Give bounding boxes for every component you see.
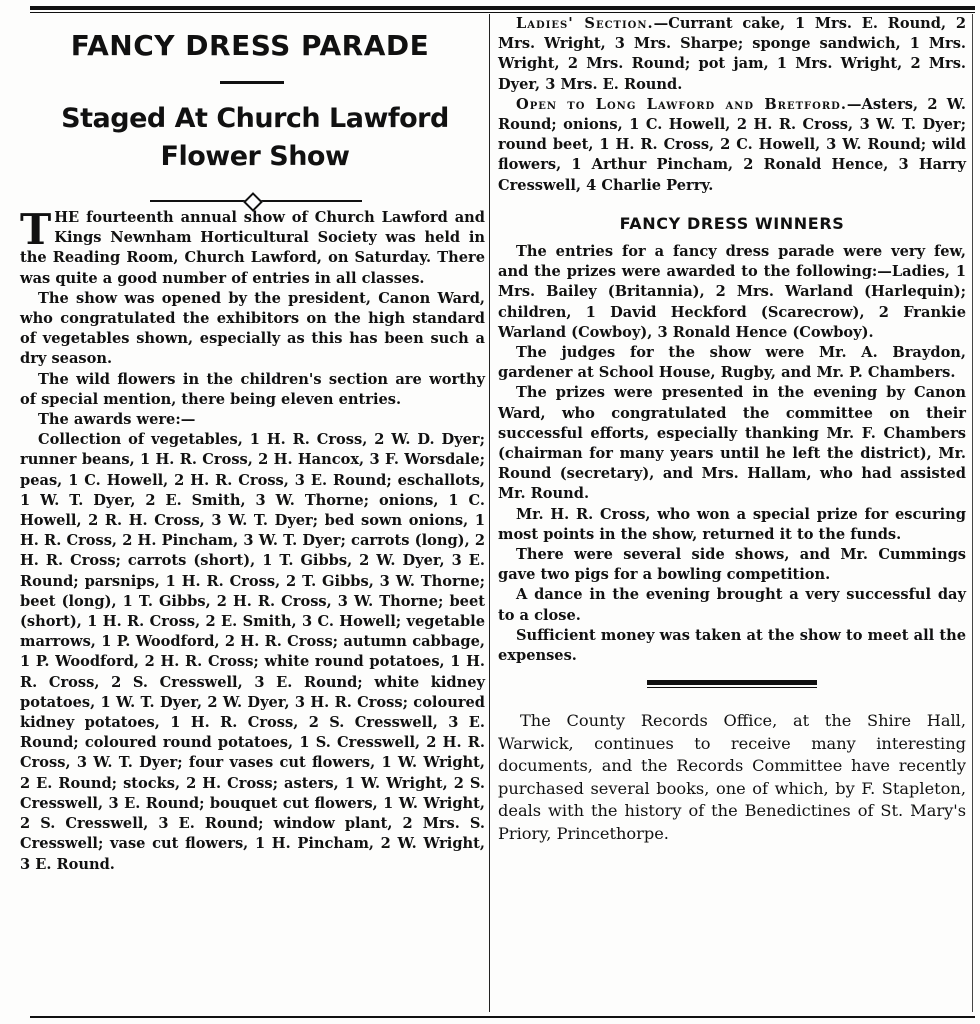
winners-heading: FANCY DRESS WINNERS [619,213,845,233]
open-section-paragraph [498,95,966,196]
subheadline-line2: Flower Show [160,141,350,172]
expenses-paragraph: Sufficient money was taken at the show to meet all the expenses. [498,626,966,665]
separator-rule-thick [647,680,817,685]
open-section-label: Open to Long Lawford and Bretford. [516,95,847,113]
awards-list: Collection of vegetables, 1 H. R. Cross, 2 W. D. Dyer; runner beans, 1 H. R. Cross, 2 H. Hancox, 3 F. Worsdale; peas, 1 C. Howell, 2 H. R. Cross, 3 E. Round; eschallots, 1 W. T. Dyer, 2 E. Smith, 3 W. Thorne; onions, 1 C. Howell, 2 R. H. Cross, 3 W. T. Dyer; bed sown onions, 1 H. R. Cross, 2 H. Pincham, 3 W. T. Dyer; carrots (long), 2 H. R. Cross; carrots (short), 1 T. Gibbs, 2 W. Dyer, 3 E. Round; parsnips, 1 H. R. Cross, 2 T. Gibbs, 3 W. Thorne; beet (long), 1 T. Gibbs, 2 H. R. Cross, 3 W. Thorne; beet (short), 1 H. R. Cross, 2 E. Smith, 3 C. Howell; vegetable marrows, 1 P. Woodford, 2 H. R. Cross; autumn cabbage, 1 P. Woodford, 2 H. R. Cross; white round potatoes, 1 H. R. Cross, 2 S. Cresswell, 3 E. Round; white kidney potatoes, 1 W. T. Dyer, 2 W. Dyer, 3 H. R. Cross; coloured kidney potatoes, 1 H. R. Cross, 2 S. Cresswell, 3 E. Round; coloured round potatoes, 1 S. Cresswell, 2 H. R. Cross, 3 W. T. Dyer; four vases cut flowers, 1 W. Wright, 2 E. Round; stocks, 2 H. Cross; asters, 1 W. Wright, 2 S. Cresswell, 3 E. Round; bouquet cut flowers, 1 W. Wright, 2 S. Cresswell, 3 E. Round; window plant, 2 Mrs. S. Cresswell; vase cut flowers, 1 H. Pincham, 2 W. Wright, 3 E. Round. [20,431,485,873]
wild-flowers-paragraph: The wild flowers in the children's section are worthy of special mention, there being eleven entries. [20,370,485,408]
right-edge-rule [972,14,973,1012]
left-column [20,205,485,875]
ladies-section-label: Ladies' Section. [516,15,654,32]
open-section-text: —Asters, 2 W. Round; onions, 1 C. Howell, 2 H. R. Cross, 3 W. T. Dyer; round beet, 1 H. R. Cross, 2 C. Howell, 3 W. Round; wild flowers, 1 Arthur Pincham, 2 Ronald Hence, 3 Harry Cresswell, 4 Charlie Perry. [498,95,966,194]
winners-paragraph: The entries for a fancy dress parade were very few, and the prizes were awarded to the following:—Ladies, 1 Mrs. Bailey (Britannia), 2 Mrs. Warland (Harlequin); children, 1 David Heckford (Scarecrow), 2 Frankie Warland (Cowboy), 3 Ronald Hence (Cowboy). [498,243,966,341]
ladies-section-text: —Currant cake, 1 Mrs. E. Round, 2 Mrs. Wright, 3 Mrs. Sharpe; sponge sandwich, 1 Mrs. Wright, 2 Mrs. Round; pot jam, 1 Mrs. Wright, 2 Mrs. Dyer, 3 Mrs. E. Round. [498,15,966,93]
intro-paragraph [20,205,485,289]
ladies-section-paragraph [498,14,966,95]
side-shows-paragraph: There were several side shows, and Mr. Cummings gave two pigs for a bowling competition. [498,546,966,584]
top-rule [30,6,975,10]
separator-rule-thin [647,687,817,688]
dance-paragraph: A dance in the evening brought a very successful day to a close. [498,586,966,624]
headline: FANCY DRESS PARADE [70,29,430,62]
opening-paragraph: The show was opened by the president, Canon Ward, who congratulated the exhibitors on the high standard of vegetables shown, especially as this has been such a dry season. [20,289,485,368]
subheadline [30,100,480,176]
right-column [498,14,966,845]
awards-intro: The awards were:— [38,411,196,429]
intro-text: HE fourteenth annual show of Church Lawford and Kings Newnham Horticultural Society was held in the Reading Room, Church Lawford, on Saturday. There was quite a good number of entries in all classes. [20,209,485,287]
records-office-paragraph: The County Records Office, at the Shire Hall, Warwick, continues to receive many interesting documents, and the Records Committee have recently purchased several books, one of which, by F. Stapleton, deals with the history of the Benedictines of St. Mary's Priory, Princethorpe. [498,711,966,843]
judges-paragraph: The judges for the show were Mr. A. Braydon, gardener at School House, Rugby, and Mr. P. Chambers. [498,344,966,382]
column-rule [489,14,490,1012]
special-prize-paragraph: Mr. H. R. Cross, who won a special prize for escuring most points in the show, returned it to the funds. [498,505,966,543]
headline-rule [220,81,284,84]
top-rule-thin [30,12,975,13]
subheadline-line1: Staged At Church Lawford [61,103,449,134]
prizes-paragraph: The prizes were presented in the evening by Canon Ward, who congratulated the committee on their successful efforts, especially thanking Mr. F. Chambers (chairman for many years until he left the district), Mr. Round (secretary), and Mrs. Hallam, who had assisted Mr. Round. [498,384,966,503]
bottom-rule [30,1016,975,1018]
drop-cap: T [20,205,52,254]
